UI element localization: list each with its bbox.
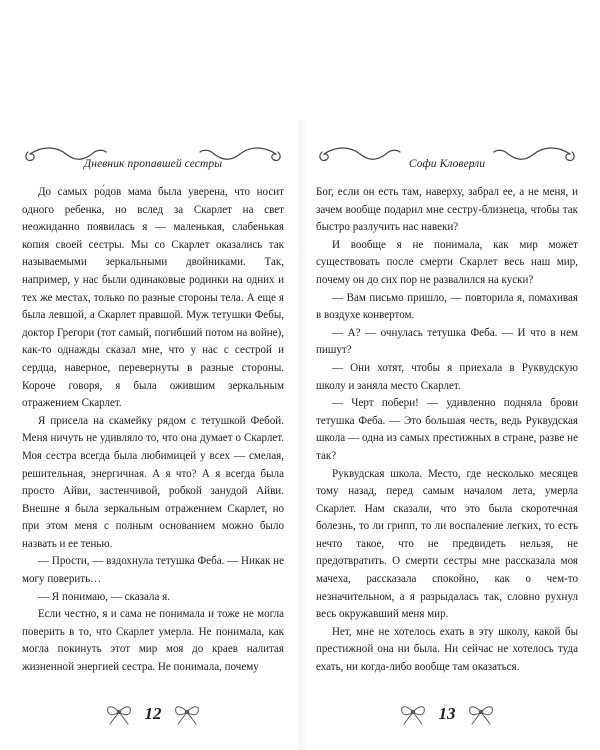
right-page-header <box>316 140 578 180</box>
left-page-text <box>22 184 284 677</box>
paragraph: — Вам письмо пришло, — повторила я, помахивая в воздухе конвертом. <box>316 291 578 322</box>
left-page-header <box>22 140 284 180</box>
paragraph: — Они хотят, чтобы я приехала в Руквудскую школу и заняла место Скарлет. <box>316 361 578 392</box>
paragraph: Руквудская школа. Место, где несколько месяцев тому назад, перед самым началом лета, умерла Скарлет. Нам сказали, что это была скоротечная болезнь, то ли грипп, то ли воспаление легких, то есть нечто такое, что не предвидеть нельзя, не предотвратить. О смерти сестры мне рассказала моя мачеха, рассказала спокойно, как о чем-то незначительном, а я разрыдалась так, словно рухнул весь окружавший меня мир. <box>316 467 578 621</box>
left-page <box>22 0 284 750</box>
page-number-right: 13 <box>438 704 456 723</box>
paragraph: Если честно, я и сама не понимала и тоже не могла поверить в то, что Скарлет умерла. Не понимала, как могла покинуть этот мир моя до краев налитая жизненной энергией сестра. Не понимала, почему <box>22 608 284 674</box>
paragraph: Нет, мне не хотелось ехать в эту школу, какой бы престижной она ни была. Ни сейчас не хотелось туда ехать, ни когда-либо вообще там оказаться. <box>316 625 578 674</box>
right-page-footer <box>316 700 578 730</box>
running-head-left: Дневник пропавшей сестры <box>83 158 223 170</box>
paragraph: — Я понимаю, — сказала я. <box>38 590 170 603</box>
right-page <box>316 0 578 750</box>
paragraph: — А? — очнулась тетушка Феба. — И что в нем пишут? <box>316 326 578 357</box>
bow-ornament-icon <box>172 702 202 726</box>
left-page-footer <box>22 700 284 730</box>
paragraph: — Черт побери! — удивленно подняла брови тетушка Феба. — Это большая честь, ведь Руквудская школа — одна из самых престижных в стране, разве не так? <box>316 397 578 462</box>
page-number-left: 12 <box>144 704 162 723</box>
paragraph: И вообще я не понимала, как мир может существовать после смерти Скарлет весь наш мир, почему он до сих пор не развалился на куски? <box>316 238 578 286</box>
running-head-right: Софи Кловерли <box>408 158 486 170</box>
paragraph: Я присела на скамейку рядом с тетушкой Фебой. Меня ничуть не удивляло то, что она думает о Скарлет. Моя сестра всегда была любимицей у всех — смелая, решительная, энергичная. А я что? А я всегда была просто Айви, застенчивой, робкой занудой Айви. Внешне я была зеркальным отражением Скарлет, но при этом меня с полным основанием можно было назвать и ее тенью. <box>22 414 284 550</box>
paragraph: Бог, если он есть там, наверху, забрал ее, а не меня, и зачем вообще подарил мне сестру-близнеца, чтобы так быстро разлучить нас навеки? <box>316 186 578 234</box>
book-gutter <box>296 120 306 750</box>
paragraph: — Прости, — вздохнула тетушка Феба. — Никак не могу поверить… <box>22 555 284 586</box>
bow-ornament-icon <box>466 702 496 726</box>
right-page-text <box>316 184 578 677</box>
paragraph: До самых ро́дов мама была уверена, что носит одного ребенка, но вслед за Скарлет на свет неожиданно появилась я — маленькая, слабенькая копия своей сестры. Мы со Скарлет оказались так называемыми зеркальными двойниками. Так, например, у нас были одинаковые родинки на одних и тех же местах, только по разные стороны тела. А еще я была левшой, а Скарлет правшой. Муж тетушки Фебы, доктор Грегори (тот самый, погибший потом на войне), как-то однажды сказал мне, что у нас с сестрой и сердца, наверное, перевернуты в разные стороны. Короче говоря, я была ожившим зеркальным отражением Скарлет. <box>22 186 284 410</box>
